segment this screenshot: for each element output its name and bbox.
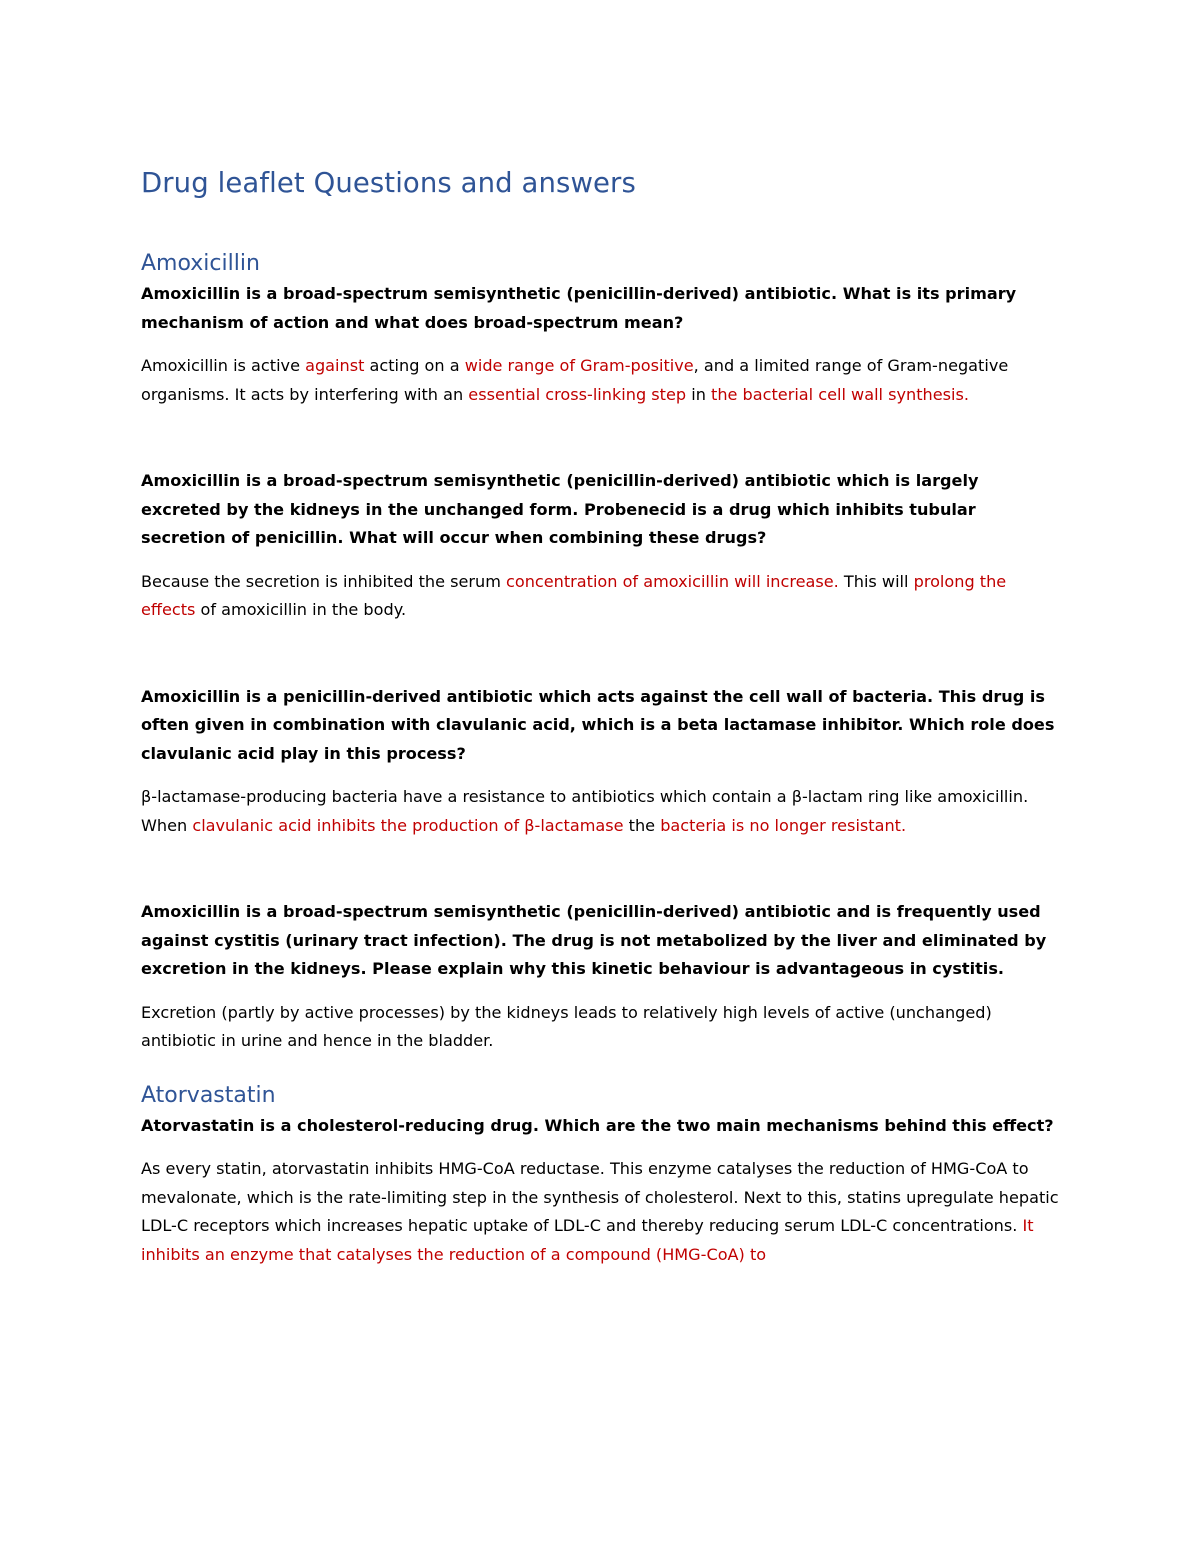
answer-text-run: acting on a [364, 356, 465, 375]
answer-text-run: , and a limited range of Gram-negative organisms. It acts by interfering with an [141, 356, 1009, 404]
qa-block [141, 280, 1061, 409]
answer-text [141, 999, 1061, 1056]
document-title: Drug leaflet Questions and answers [141, 167, 636, 199]
answer-text-run: As every statin, atorvastatin inhibits HMG-CoA reductase. This enzyme catalyses the reduction of HMG-CoA to mevalonate, which is the rate-limiting step in the synthesis of cholesterol. Next to this, statins upregulate hepatic LDL-C receptors which increases hepatic uptake of LDL-C and thereby reducing serum LDL-C concentrations. [141, 1159, 1059, 1235]
highlighted-answer-text: It inhibits an enzyme that catalyses the reduction of a compound (HMG-CoA) to [141, 1216, 1034, 1264]
qa-block [141, 1112, 1061, 1270]
question-text: Amoxicillin is a broad-spectrum semisynthetic (penicillin-derived) antibiotic and is frequently used against cystitis (urinary tract infection). The drug is not metabolized by the liver and eliminated by excretion in the kidneys. Please explain why this kinetic behaviour is advantageous in cystitis. [141, 902, 1047, 978]
question-text: Amoxicillin is a penicillin-derived antibiotic which acts against the cell wall of bacteria. This drug is often given in combination with clavulanic acid, which is a beta lactamase inhibitor. Which role does clavulanic acid play in this process? [141, 686, 1055, 763]
answer-text [141, 568, 1061, 625]
highlighted-answer-text: concentration of amoxicillin will increase. [506, 571, 839, 591]
qa-block [141, 898, 1061, 1056]
highlighted-answer-text: clavulanic acid inhibits the production of β-lactamase [192, 815, 624, 835]
answer-text-run: Amoxicillin is active [141, 356, 306, 375]
answer-text [141, 352, 1061, 409]
qa-block [141, 467, 1061, 625]
answer-text-run: of amoxicillin in the body. [195, 600, 407, 619]
answer-text [141, 783, 1061, 840]
qa-block [141, 683, 1061, 841]
answer-text-run: β-lactamase-producing bacteria have a resistance to antibiotics which contain a β-lactam ring like amoxicillin. When [141, 787, 1029, 835]
answer-text-run: Because the secretion is inhibited the serum [141, 571, 506, 591]
highlighted-answer-text: wide range of Gram-positive [464, 356, 694, 375]
answer-text-run: Excretion (partly by active processes) by the kidneys leads to relatively high levels of active (unchanged) antibiotic in urine and hence in the bladder. [141, 1002, 992, 1050]
question-text: Atorvastatin is a cholesterol-reducing drug. Which are the two main mechanisms behind this effect? [141, 1115, 1054, 1135]
question-text: Amoxicillin is a broad-spectrum semisynthetic (penicillin-derived) antibiotic. What is its primary mechanism of action and what does broad-spectrum mean? [141, 284, 1017, 332]
answer-text [141, 1155, 1061, 1269]
answer-text-run: in [686, 384, 712, 404]
answer-text-run: This will [838, 571, 914, 591]
document-body [141, 158, 1061, 1269]
highlighted-answer-text: against [305, 356, 365, 375]
highlighted-answer-text: bacteria is no longer resistant. [660, 815, 907, 835]
answer-text-run: the [623, 815, 661, 835]
section-heading-atorvastatin: Atorvastatin [141, 1082, 276, 1108]
highlighted-answer-text: essential cross-linking step [468, 384, 687, 404]
highlighted-answer-text: the bacterial cell wall synthesis. [711, 384, 970, 404]
highlighted-answer-text: prolong the effects [141, 571, 1007, 619]
question-text: Amoxicillin is a broad-spectrum semisynthetic (penicillin-derived) antibiotic which is largely excreted by the kidneys in the unchanged form. Probenecid is a drug which inhibits tubular secretion of penicillin. What will occur when combining these drugs? [141, 471, 979, 547]
section-heading-amoxicillin: Amoxicillin [141, 251, 260, 276]
